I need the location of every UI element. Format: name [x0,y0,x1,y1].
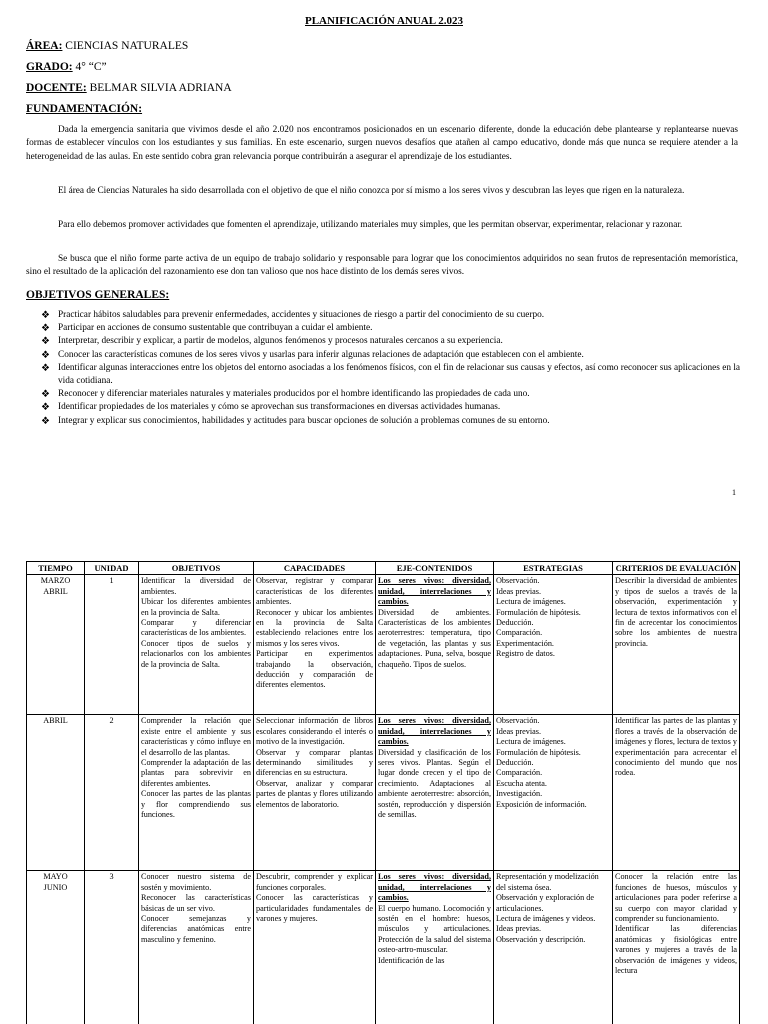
cell-criterios: Describir la diversidad de ambientes y tipos de suelos a través de la observación, experimentación y lectura de textos informativos con el fin de acrecentar los conocimientos sobre los ambientes de nuestra provincia. [613,575,740,715]
cell-unidad: 2 [85,715,139,871]
list-item: ❖ Integrar y explicar sus conocimientos, habilidades y actitudes para buscar opciones de solución a problemas comunes de su entorno. [41,415,550,427]
table-body [27,575,740,1024]
area-value: CIENCIAS NATURALES [62,40,189,52]
cell-eje-contenidos: Los seres vivos: diversidad, unidad, interrelaciones y cambios. Diversidad y clasificación de los seres vivos. Plantas. Según el lugar donde crecen y el tipo de crecimiento. Adaptaciones al ambiente aeroterrestre: absorción, sostén, reproducción y dispersión de semillas. [376,715,494,871]
docente-value: BELMAR SILVIA ADRIANA [86,82,232,94]
objetivos-title: OBJETIVOS GENERALES: [26,289,170,301]
bullet-icon: ❖ [41,362,50,374]
cell-estrategias: Representación y modelización del sistema ósea. Observación y exploración de articulaciones. Lectura de imágenes y videos. Ideas previas. Observación y descripción. [494,871,613,1024]
cell-unidad: 1 [85,575,139,715]
list-item: ❖ Conocer las características comunes de los seres vivos y usarlas para inferir algunas relaciones de adaptación que establecen con el ambiente. [41,349,584,361]
header-capacidades: CAPACIDADES [254,562,376,575]
list-item: ❖ Reconocer y diferenciar materiales naturales y materiales producidos por el hombre identificando las propiedades de cada uno. [41,389,530,401]
fundamentacion-paragraph: Para ello debemos promover actividades que fomenten el aprendizaje, utilizando materiales muy simples, que les permitan observar, experimentar, relacionar y razonar. [58,220,683,230]
bullet-icon: ❖ [41,389,50,401]
docente-field [26,82,232,94]
bullet-icon: ❖ [41,349,50,361]
planning-table [26,561,740,1024]
bullet-icon: ❖ [41,402,50,414]
objetivos-list [41,309,744,428]
table-row [27,715,740,871]
header-unidad: UNIDAD [85,562,139,575]
cell-tiempo: MAYO JUNIO [27,871,85,1024]
cell-estrategias: Observación. Ideas previas. Lectura de imágenes. Formulación de hipótesis. Deducción. Comparación. Experimentación. Registro de datos. [494,575,613,715]
bullet-icon: ❖ [41,336,50,348]
fundamentacion-paragraph: Dada la emergencia sanitaria que vivimos desde el año 2.020 nos encontramos posicionados en un escenario diferente, donde la educación debe plantearse y replantearse nuevas formas de establecer vínculos con los estudiantes y sus familias. En este escenario, surgen nuevos desafíos que atañen al campo educativo, donde más que nunca se requiere atender a la heterogeneidad de las aulas. En este sentido cobra gran relevancia porque contribuirán a asegurar el aprendizaje de los estudiantes. [26,125,738,162]
table-row [27,575,740,715]
cell-criterios: Conocer la relación entre las funciones de huesos, músculos y articulaciones para poder referirse a su cuerpo con mayor claridad y comprender su funcionamiento. Identificar las diferencias anatómicas y fisiológicas entre varones y mujeres a través de la observación de imágenes y videos, lectura [613,871,740,1024]
cell-capacidades: Observar, registrar y comparar características de los diferentes ambientes. Reconocer y ubicar los ambientes en la provincia de Salta estableciendo relaciones entre los mismos y los seres vivos. Participar en experimentos trabajando la observación, deducción y comparación de diferentes elementos. [254,575,376,715]
grado-label: GRADO: [26,61,73,73]
list-item: ❖ Practicar hábitos saludables para prevenir enfermedades, accidentes y situaciones de riesgo a partir del conocimiento de su cuerpo. [41,310,545,321]
cell-eje-contenidos: Los seres vivos: diversidad, unidad, interrelaciones y cambios. El cuerpo humano. Locomoción y sostén en el hombre: huesos, músculos y articulaciones. Protección de la salud del sistema osteo-artro-muscular. Identificación de las [376,871,494,1024]
table-header-row [27,562,740,575]
cell-criterios: Identificar las partes de las plantas y flores a través de la observación de imágenes y flores, lectura de textos y experimentación para acrecentar el conocimiento del mundo que nos rodea. [613,715,740,871]
grado-field [26,61,107,73]
area-field [26,40,188,52]
cell-objetivos: Comprender la relación que existe entre el ambiente y sus características y cómo influye en el desarrollo de las plantas. Comprender la adaptación de las plantas para sobrevivir en diferentes ambientes. Conocer las partes de las plantas y flor comprendiendo sus funciones. [139,715,254,871]
cell-tiempo: MARZO ABRIL [27,575,85,715]
document-title: PLANIFICACIÓN ANUAL 2.023 [305,15,463,27]
fundamentacion-title: FUNDAMENTACIÓN: [26,103,143,115]
fundamentacion-paragraph: El área de Ciencias Naturales ha sido desarrollada con el objetivo de que el niño conozca por sí mismo a los seres vivos y descubran las leyes que rigen en la naturaleza. [58,186,685,196]
bullet-icon: ❖ [41,323,50,335]
area-label: ÁREA: [26,40,63,52]
bullet-icon: ❖ [41,415,50,427]
cell-eje-contenidos: Los seres vivos: diversidad, unidad, interrelaciones y cambios. Diversidad de ambientes. Características de los ambientes aeroterrestres: temperatura, tipo de vegetación, las plantas y sus adaptaciones. Puna, selva, bosque chaqueño. Tipos de suelos. [376,575,494,715]
bullet-icon: ❖ [41,310,50,321]
cell-tiempo: ABRIL [27,715,85,871]
header-estrategias: ESTRATEGIAS [494,562,613,575]
docente-label: DOCENTE: [26,82,87,94]
cell-capacidades: Descubrir, comprender y explicar funciones corporales. Conocer las características y particularidades fundamentales de varones y mujeres. [254,871,376,1024]
page-two [0,520,768,1024]
list-item: ❖ Identificar algunas interacciones entre los objetos del entorno asociadas a los fenómenos físicos, con el fin de relacionar sus causas y efectos, así como reconocer sus aplicaciones en la vida cotidiana. [41,362,741,387]
list-item: ❖ Identificar propiedades de los materiales y cómo se aprovechan sus transformaciones en diversas actividades humanas. [41,402,501,414]
cell-estrategias: Observación. Ideas previas. Lectura de imágenes. Formulación de hipótesis. Deducción. Comparación. Escucha atenta. Investigación. Exposición de información. [494,715,613,871]
cell-capacidades: Seleccionar información de libros escolares considerando el interés o motivo de la investigación. Observar y comparar plantas determinando similitudes y diferencias en su estructura. Observar, analizar y comparar partes de plantas y flores utilizando elementos de laboratorio. [254,715,376,871]
list-item: ❖ Participar en acciones de consumo sustentable que contribuyan a cuidar el ambiente. [41,323,373,335]
fundamentacion-paragraph: Se busca que el niño forme parte activa de un equipo de trabajo solidario y responsable para lograr que los conocimientos adquiridos no sean frutos de representación memorística, sino el resultado de la aplicación del razonamiento ese don tan valioso que nos hace distinto de los demás seres vivos. [26,254,738,278]
table-row [27,871,740,1024]
grado-value: 4° “C” [72,61,107,73]
cell-objetivos: Identificar la diversidad de ambientes. Ubicar los diferentes ambientes en la provincia de Salta. Comparar y diferenciar características de los ambientes. Conocer tipos de suelos y relacionarlos con los ambientes de la provincia de Salta. [139,575,254,715]
cell-objetivos: Conocer nuestro sistema de sostén y movimiento. Reconocer las características básicas de un ser vivo. Conocer semejanzas y diferencias anatómicas entre masculino y femenino. [139,871,254,1024]
list-item: ❖ Interpretar, describir y explicar, a partir de modelos, algunos fenómenos y procesos naturales cercanos a su experiencia. [41,336,503,348]
header-tiempo: TIEMPO [27,562,85,575]
header-eje-contenidos: EJE-CONTENIDOS [376,562,494,575]
cell-unidad: 3 [85,871,139,1024]
header-criterios: CRITERIOS DE EVALUACIÓN [613,562,740,575]
header-objetivos: OBJETIVOS [139,562,254,575]
page-number: 1 [732,488,736,497]
